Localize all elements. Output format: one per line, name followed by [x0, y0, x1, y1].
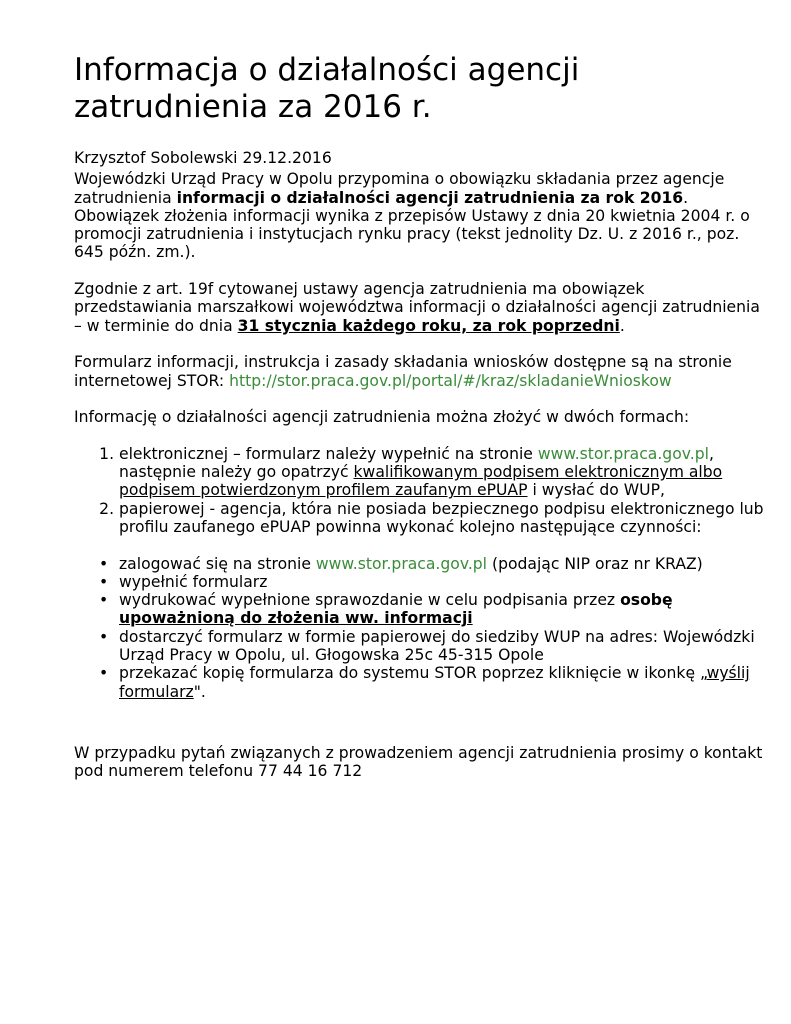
spacer: [74, 390, 764, 408]
list-item: [99, 554, 764, 573]
stor-portal-link[interactable]: http://stor.praca.gov.pl/portal/#/kraz/skladanieWnioskow: [229, 371, 672, 390]
submission-forms-list: [74, 445, 764, 536]
deadline-text-2: .: [619, 316, 625, 335]
intro-bold: informacji o działalności agencji zatrudnienia za rok 2016: [176, 188, 684, 207]
list-item: [99, 572, 764, 591]
paragraph-form-info: [74, 353, 764, 390]
spacer: [74, 426, 764, 444]
list-item-text: papierowej - agencja, która nie posiada bezpiecznego podpisu elektronicznego lub profilu zaufanego ePUAP powinna wykonać kolejno następujące czynności:: [119, 499, 764, 536]
stor-link[interactable]: www.stor.praca.gov.pl: [537, 444, 709, 463]
bold-underline-text: upoważnioną do złożenia ww. informacji: [119, 609, 473, 628]
list-item-text: wydrukować wypełnione sprawozdanie w celu podpisania przez: [119, 591, 621, 610]
list-item-text: , następnie należy go opatrzyć: [119, 444, 714, 482]
document: [74, 52, 764, 780]
list-item-text: wypełnić formularz: [119, 572, 268, 591]
spacer: [74, 262, 764, 280]
intro-text-2: . Obowiązek złożenia informacji wynika z przepisów Ustawy z dnia 20 kwietnia 2004 r. o promocji zatrudnienia i instytucjach rynku pracy (tekst jednolity Dz. U. z 2016 r., poz. 645 późn. zm.).: [74, 188, 750, 262]
bullet-icon: •: [99, 591, 109, 610]
list-item-text: ".: [193, 682, 206, 701]
bullet-icon: •: [99, 554, 109, 573]
stor-link[interactable]: www.stor.praca.gov.pl: [315, 554, 488, 573]
list-item-text: dostarczyć formularz w formie papierowej do siedziby WUP na adres: Wojewódzki Urząd Pracy w Opolu, ul. Głogowska 25c 45-315 Opole: [119, 627, 755, 665]
spacer: [74, 536, 764, 554]
list-item-text: (podając NIP oraz nr KRAZ): [487, 554, 703, 573]
form-info-text: Formularz informacji, instrukcja i zasady składania wniosków dostępne są na stronie internetowej STOR:: [74, 353, 732, 390]
deadline-bold: 31 stycznia każdego roku, za rok poprzedni: [237, 316, 620, 335]
spacer: [74, 719, 764, 737]
paragraph-contact: W przypadku pytań związanych z prowadzeniem agencji zatrudnienia prosimy o kontakt pod numerem telefonu 77 44 16 712: [74, 743, 763, 780]
list-item-text: przekazać kopię formularza do systemu STOR poprzez kliknięcie w ikonkę „: [119, 664, 707, 683]
list-item-text: i wysłać do WUP,: [527, 481, 665, 500]
paragraph-forms: Informację o działalności agencji zatrudnienia można złożyć w dwóch formach:: [74, 408, 690, 427]
spacer: [74, 701, 764, 719]
bullet-icon: •: [99, 664, 109, 683]
deadline-text: Zgodnie z art. 19f cytowanej ustawy agencja zatrudnienia ma obowiązek przedstawiania marszałkowi województwa informacji o działalności agencji zatrudnienia – w terminie do dnia: [74, 280, 760, 335]
spacer: [74, 335, 764, 353]
list-item: [99, 627, 764, 665]
steps-list: [74, 555, 764, 701]
paragraph-intro: [74, 170, 764, 261]
bullet-icon: •: [99, 627, 109, 646]
bold-text: osobę: [620, 591, 673, 610]
author-date: Krzysztof Sobolewski 29.12.2016: [74, 149, 332, 167]
page-title: Informacja o działalności agencji zatrudnienia za 2016 r.: [74, 52, 580, 125]
list-item-text: elektronicznej – formularz należy wypełnić na stronie: [119, 444, 538, 463]
intro-text: Wojewódzki Urząd Pracy w Opolu przypomina o obowiązku składania przez agencje zatrudnienia: [74, 170, 725, 207]
send-form-label: wyślij formularz: [119, 664, 750, 701]
bullet-icon: •: [99, 572, 109, 591]
list-item-paper: [119, 500, 764, 537]
paragraph-deadline: [74, 280, 764, 335]
list-item: [99, 664, 764, 701]
list-item: [99, 591, 764, 628]
signature-requirement: kwalifikowanym podpisem elektronicznym albo podpisem potwierdzonym profilem zaufanym ePUAP: [119, 463, 723, 500]
list-item-electronic: [119, 445, 764, 500]
list-item-text: zalogować się na stronie: [119, 554, 316, 573]
